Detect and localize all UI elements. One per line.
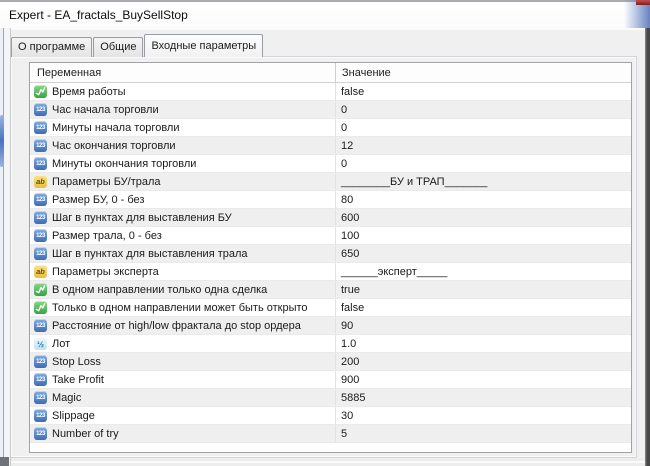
integer-icon: 123 (34, 229, 47, 242)
table-row[interactable] (30, 389, 631, 407)
param-name: Параметры эксперта (52, 265, 159, 278)
window-title: Expert - EA_fractals_BuySellStop (9, 8, 188, 22)
table-header (30, 63, 631, 83)
param-name: Take Profit (52, 373, 104, 386)
param-value[interactable]: 600 (335, 209, 631, 226)
integer-icon: 123 (34, 409, 47, 422)
param-name: Параметры БУ/трала (52, 175, 161, 188)
param-name: Время работы (52, 85, 126, 98)
string-icon: ab (34, 265, 47, 278)
integer-icon: 123 (34, 193, 47, 206)
table-row[interactable] (30, 263, 631, 281)
column-header-value[interactable]: Значение (335, 63, 631, 82)
boolean-icon (34, 283, 47, 296)
integer-icon: 123 (34, 247, 47, 260)
param-value[interactable]: 80 (335, 191, 631, 208)
param-name: Magic (52, 391, 82, 404)
table-row[interactable] (30, 227, 631, 245)
tab-bar (11, 34, 264, 57)
param-name: Шаг в пунктах для выставления БУ (52, 211, 232, 224)
param-value[interactable]: 650 (335, 245, 631, 262)
background-window-edge (645, 28, 650, 466)
table-row[interactable] (30, 119, 631, 137)
param-name: Лот (52, 337, 71, 350)
table-row[interactable] (30, 101, 631, 119)
param-name: Минуты окончания торговли (52, 157, 197, 170)
title-bar (0, 0, 650, 30)
integer-icon: 123 (34, 121, 47, 134)
dialog-left-border-glow (0, 115, 4, 167)
param-value[interactable]: 0 (335, 119, 631, 136)
window-top-border (0, 0, 650, 2)
param-value[interactable]: 5885 (335, 389, 631, 406)
integer-icon: 123 (34, 319, 47, 332)
param-name: Час начала торговли (52, 103, 159, 116)
param-value[interactable]: 5 (335, 425, 631, 442)
integer-icon: 123 (34, 211, 47, 224)
param-name: Шаг в пунктах для выставления трала (52, 247, 248, 260)
table-row[interactable] (30, 155, 631, 173)
string-icon: ab (34, 175, 47, 188)
param-value[interactable]: 0 (335, 155, 631, 172)
table-row[interactable] (30, 353, 631, 371)
table-row[interactable] (30, 407, 631, 425)
table-row[interactable] (30, 425, 631, 443)
table-row[interactable] (30, 299, 631, 317)
param-value[interactable]: 30 (335, 407, 631, 424)
background-corner-fragment (0, 457, 9, 466)
param-value[interactable]: false (335, 299, 631, 316)
integer-icon: 123 (34, 391, 47, 404)
param-value[interactable]: 0 (335, 101, 631, 118)
param-value[interactable]: true (335, 281, 631, 298)
parameters-table (29, 62, 632, 453)
background-window-close-fragment (636, 0, 650, 5)
integer-icon: 123 (34, 427, 47, 440)
param-value[interactable]: ______эксперт_____ (335, 263, 631, 280)
table-row[interactable] (30, 83, 631, 101)
param-value[interactable]: 200 (335, 353, 631, 370)
param-name: Минуты начала торговли (52, 121, 180, 134)
boolean-icon (34, 85, 47, 98)
param-value[interactable]: 1.0 (335, 335, 631, 352)
tab-about[interactable]: О программе (11, 37, 92, 57)
column-header-variable[interactable]: Переменная (37, 66, 102, 79)
integer-icon: 123 (34, 355, 47, 368)
param-value[interactable]: ________БУ и ТРАП_______ (335, 173, 631, 190)
table-row[interactable] (30, 245, 631, 263)
table-row[interactable] (30, 191, 631, 209)
param-value[interactable]: 900 (335, 371, 631, 388)
param-name: В одном направлении только одна сделка (52, 283, 268, 296)
integer-icon: 123 (34, 157, 47, 170)
table-row[interactable] (30, 173, 631, 191)
table-row[interactable] (30, 137, 631, 155)
integer-icon: 123 (34, 139, 47, 152)
param-value[interactable]: 12 (335, 137, 631, 154)
boolean-icon (34, 301, 47, 314)
table-rows (30, 83, 631, 443)
tab-common[interactable]: Общие (93, 37, 143, 57)
param-name: Stop Loss (52, 355, 101, 368)
dialog-bottom-highlight (0, 461, 650, 463)
double-icon: ½ (34, 337, 47, 350)
param-value[interactable]: false (335, 83, 631, 100)
dialog-left-border (0, 28, 11, 466)
param-name: Number of try (52, 427, 119, 440)
param-value[interactable]: 100 (335, 227, 631, 244)
param-name: Размер БУ, 0 - без (52, 193, 145, 206)
table-row[interactable] (30, 281, 631, 299)
integer-icon: 123 (34, 373, 47, 386)
param-name: Размер трала, 0 - без (52, 229, 162, 242)
table-row[interactable] (30, 371, 631, 389)
param-value[interactable]: 90 (335, 317, 631, 334)
table-row[interactable] (30, 317, 631, 335)
param-name: Только в одном направлении может быть открыто (52, 301, 308, 314)
param-name: Час окончания торговли (52, 139, 176, 152)
param-name: Расстояние от high/low фрактала до stop ордера (52, 319, 301, 332)
tab-input-parameters[interactable]: Входные параметры (144, 34, 263, 57)
table-row[interactable] (30, 335, 631, 353)
table-row[interactable] (30, 209, 631, 227)
param-name: Slippage (52, 409, 95, 422)
integer-icon: 123 (34, 103, 47, 116)
